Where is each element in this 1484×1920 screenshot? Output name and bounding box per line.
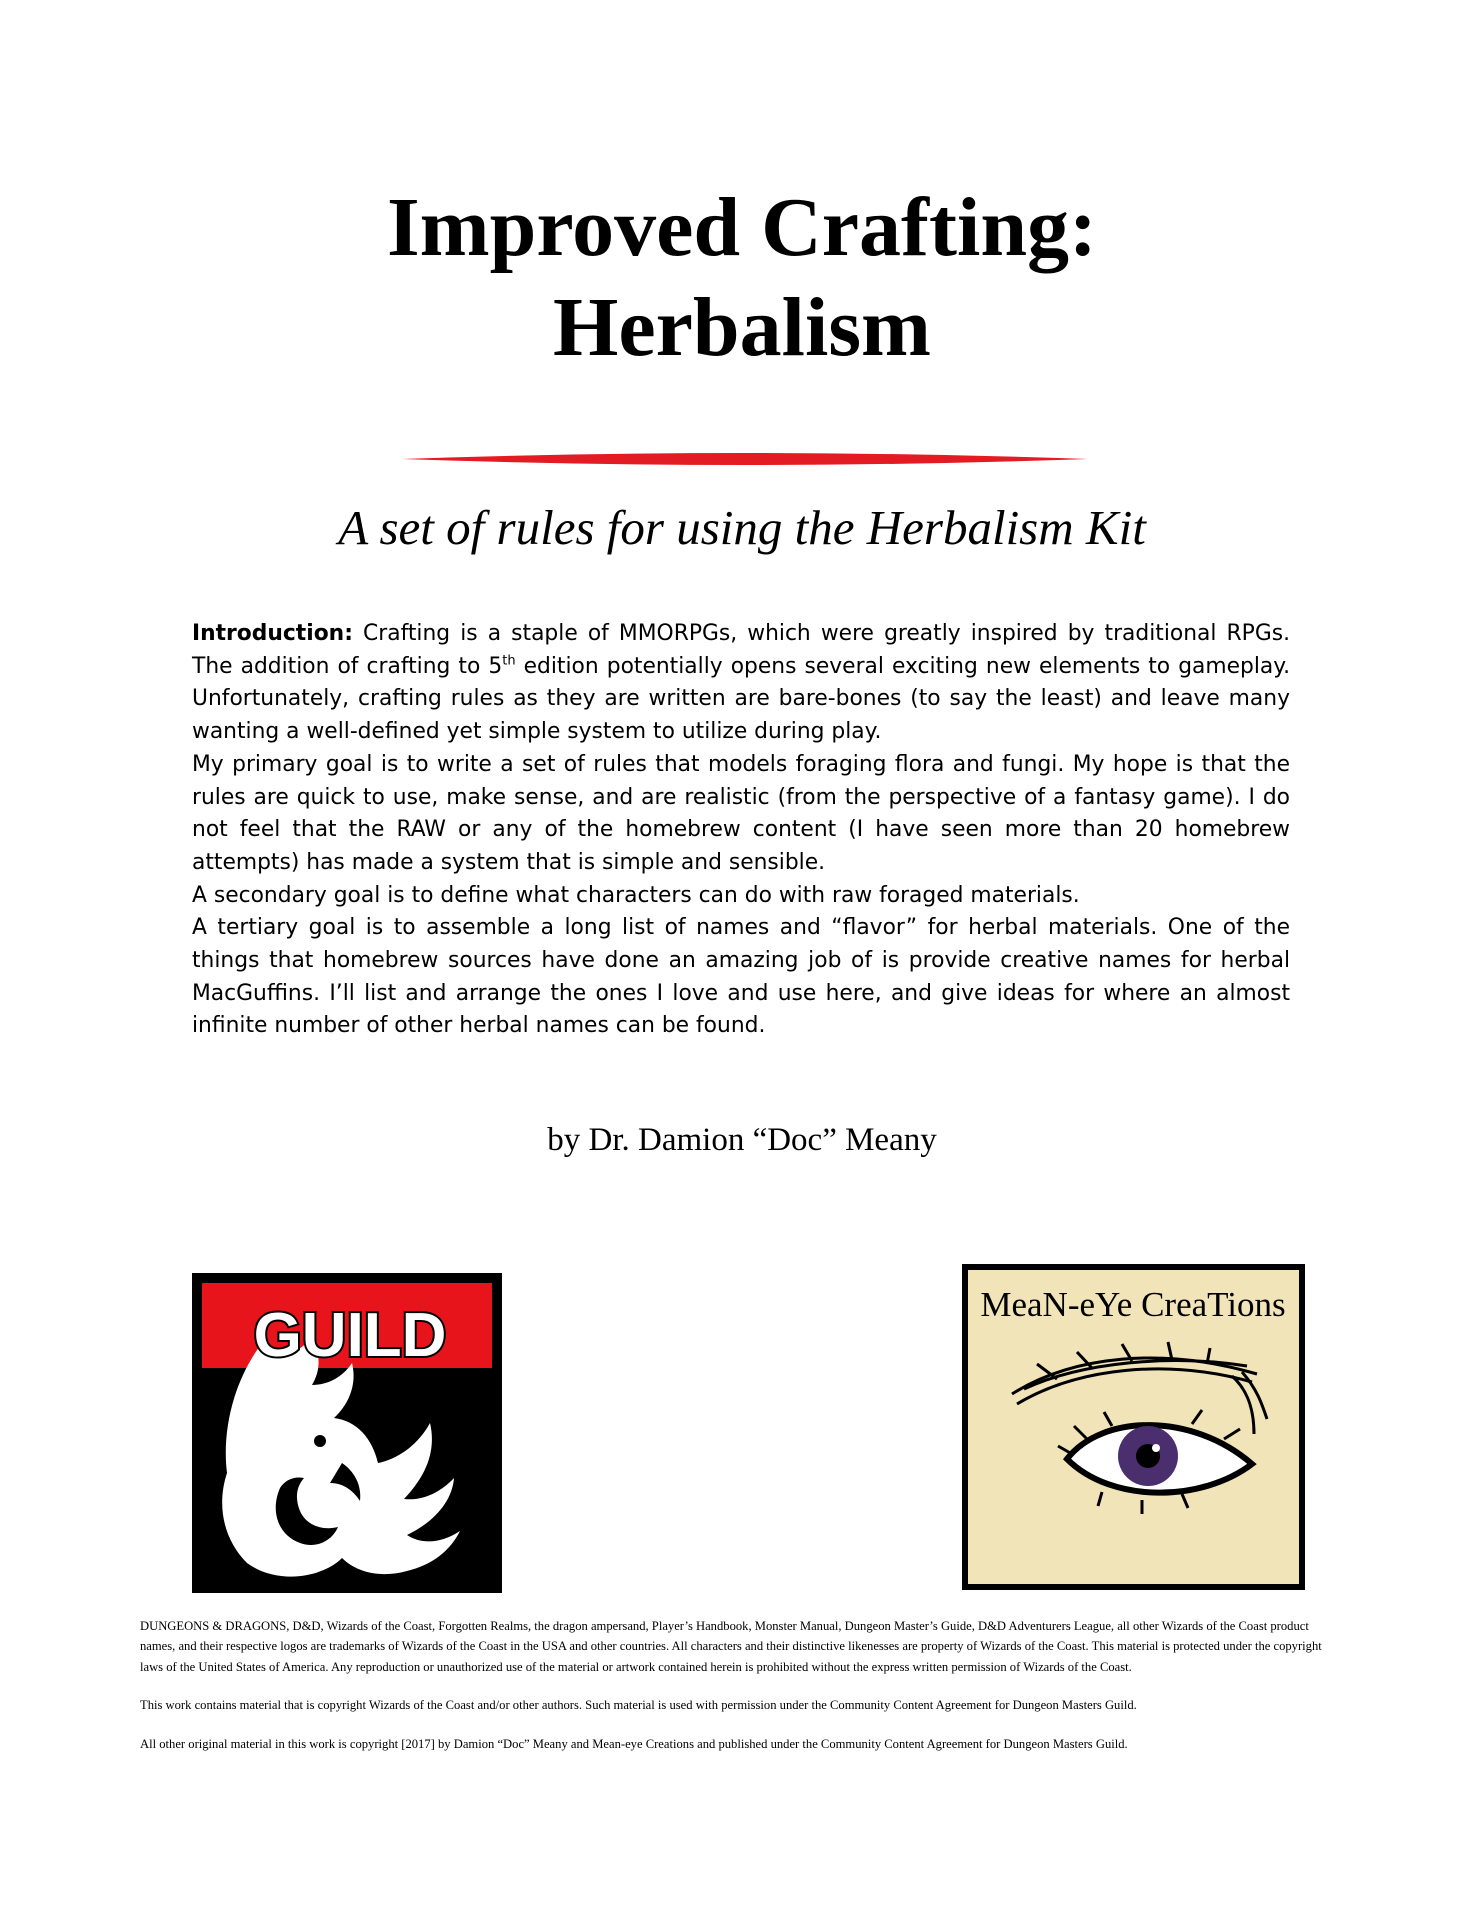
intro-paragraph-3: A secondary goal is to define what characters can do with raw foraged materials. bbox=[192, 882, 1080, 908]
legal-trademark: DUNGEONS & DRAGONS, D&D, Wizards of the Coast, Forgotten Realms, the dragon ampersand, Player’s Handbook, Monster Manual, Dungeon Master’s Guide, D&D Adventurers League, all other Wizards of the Coast product names, and their respective logos are trademarks of Wizards of the Coast in the USA and other countries. All characters and their distinctive likenesses are property of Wizards of the Coast. This material is protected under the copyright laws of the United States of America. Any reproduction or unauthorized use of the material or artwork contained herein is prohibited without the express written permission of Wizards of the Coast. bbox=[140, 1619, 1322, 1674]
intro-p1-b: edition potentially opens several exciting new elements to gameplay. Unfortunately, crafting rules as they are written are bare-bones (to say the least) and leave many wanting a well-defined yet simple system to utilize during play. bbox=[192, 653, 1291, 745]
title-divider bbox=[402, 448, 1088, 470]
subtitle: A set of rules for using the Herbalism Kit bbox=[338, 500, 1146, 555]
intro-paragraph-2: My primary goal is to write a set of rules that models foraging flora and fungi. My hope is that the rules are quick to use, make sense, and are realistic (from the perspective of a fantasy game). I do not feel that the RAW or any of the homebrew content (I have seen more than 20 homebrew attempts) has made a system that is simple and sensible. bbox=[192, 751, 1290, 875]
introduction bbox=[192, 618, 1290, 1043]
intro-p1-a: Crafting is a staple of MMORPGs, which were greatly inspired by traditional RPGs. The addition of crafting to 5 bbox=[192, 621, 1291, 679]
intro-paragraph-1 bbox=[192, 618, 1290, 749]
title-line-1: Improved Crafting: bbox=[386, 181, 1098, 274]
intro-p1-sup: th bbox=[502, 653, 516, 669]
dm-guild-logo bbox=[192, 1273, 502, 1593]
legal-copyright: All other original material in this work is copyright [2017] by Damion “Doc” Meany and Mean-eye Creations and published under the Community Content Agreement for Dungeon Masters Guild. bbox=[140, 1736, 1128, 1751]
mean-eye-logo-text: MeaN-eYe CreaTions bbox=[980, 1285, 1286, 1324]
title-line-2: Herbalism bbox=[553, 281, 931, 374]
intro-paragraph-4: A tertiary goal is to assemble a long list of names and “flavor” for herbal materials. One of the things that homebrew sources have done an amazing job of is provide creative names for herbal MacGuffins. I’ll list and arrange the ones I love and use here, and give ideas for where an almost infinite number of other herbal names can be found. bbox=[192, 915, 1290, 1039]
document-title bbox=[0, 178, 1484, 378]
guild-logo-text: GUILD bbox=[253, 1301, 447, 1370]
legal-permission: This work contains material that is copyright Wizards of the Coast and/or other authors. Such material is used with permission under the Community Content Agreement for Dungeon Masters Guild. bbox=[140, 1698, 1137, 1713]
intro-label: Introduction: bbox=[192, 621, 353, 646]
author-byline: by Dr. Damion “Doc” Meany bbox=[547, 1122, 937, 1158]
mean-eye-creations-logo bbox=[962, 1264, 1305, 1590]
legal-notice bbox=[140, 1616, 1340, 1754]
